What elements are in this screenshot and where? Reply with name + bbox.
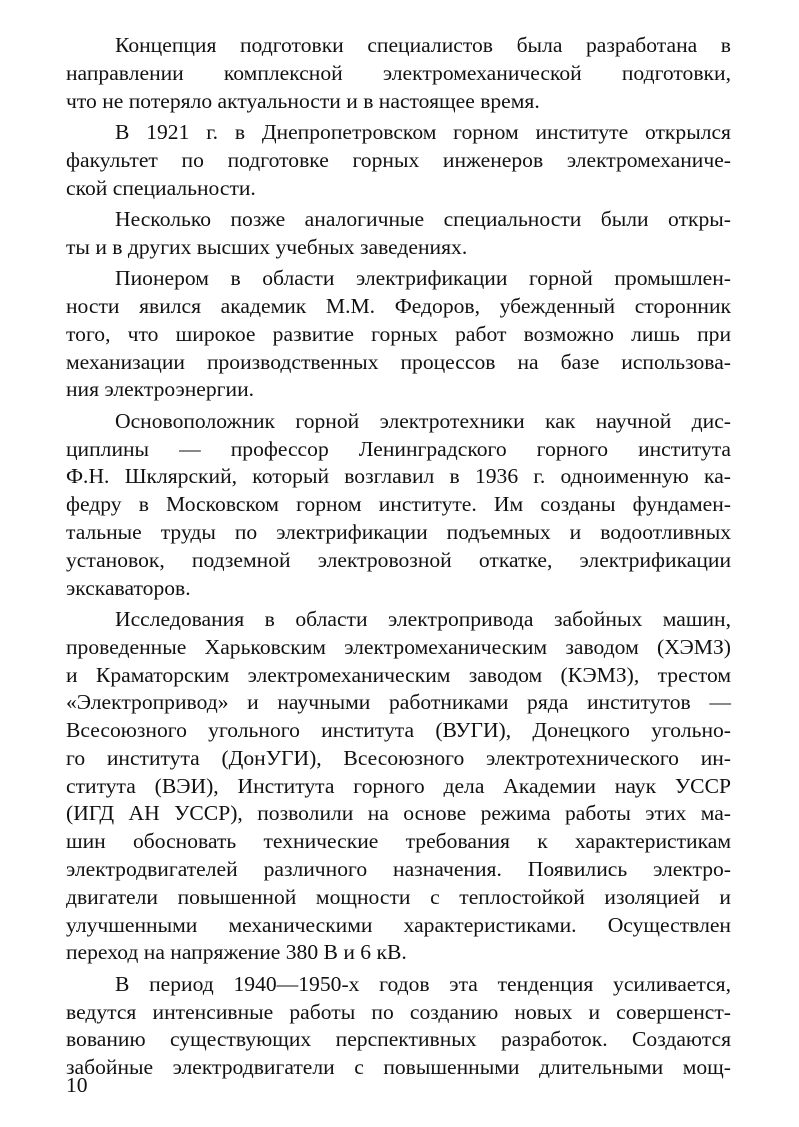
text-line: го института (ДонУГИ), Всесоюзного электротехнического ин- [66, 745, 731, 770]
text-line: Концепция подготовки специалистов была разработана в [115, 33, 731, 57]
text-line: электродвигателей различного назначения. Появились электро- [66, 857, 731, 882]
text-line: того, что широкое развитие горных работ возможно лишь при [66, 321, 731, 346]
text-line: двигатели повышенной мощности с теплостойкой изоляцией и [66, 884, 731, 909]
text-line: улучшенными механическими характеристиками. Осуществлен [66, 912, 731, 937]
text-line: В период 1940—1950-х годов эта тенденция усиливается, [115, 971, 731, 996]
text-line: циплины — профессор Ленинградского горного института [66, 436, 731, 461]
text-line: Всесоюзного угольного института (ВУГИ), Донецкого угольно- [66, 718, 731, 743]
paragraph [66, 265, 731, 404]
text-line: Исследования в области электропривода забойных машин, [115, 606, 731, 631]
text-line: направлении комплексной электромеханической подготовки, [66, 60, 731, 85]
text-line: ности явился академик М.М. Федоров, убежденный сторонник [66, 293, 731, 318]
text-line: ской специальности. [66, 175, 256, 200]
text-line: ведутся интенсивные работы по созданию новых и совершенст- [66, 999, 731, 1024]
text-line: тальные труды по электрификации подъемных и водоотливных [66, 519, 731, 544]
text-line: механизации производственных процессов на базе использова- [66, 349, 731, 374]
text-line: (ИГД АН УССР), позволили на основе режима работы этих ма- [66, 801, 731, 826]
paragraph [66, 971, 731, 1082]
text-line: Пионером в области электрификации горной промышлен- [115, 266, 731, 291]
text-line: вованию существующих перспективных разработок. Создаются [66, 1027, 731, 1052]
paragraph [66, 206, 731, 262]
text-line: что не потеряло актуальности и в настоящее время. [66, 88, 540, 113]
text-line: переход на напряжение 380 В и 6 кВ. [66, 940, 407, 965]
text-line: экскаваторов. [66, 575, 191, 600]
paragraph [66, 119, 731, 202]
text-line: факультет по подготовке горных инженеров электромеханиче- [66, 147, 731, 172]
text-line: Основоположник горной электротехники как научной дис- [115, 408, 731, 433]
text-line: ния электроэнергии. [66, 377, 255, 402]
text-line: Несколько позже аналогичные специальности были откры- [115, 206, 731, 231]
text-line: федру в Московском горном институте. Им созданы фундамен- [66, 492, 731, 517]
paragraph [66, 606, 731, 967]
text-line: забойные электродвигатели с повышенными длительными мощ- [66, 1055, 731, 1080]
text-line: шин обосновать технические требования к характеристикам [66, 829, 731, 854]
text-line: и Краматорским электромеханическим заводом (КЭМЗ), трестом [66, 662, 731, 687]
body-text [66, 32, 731, 1086]
text-line: ты и в других высших учебных заведениях. [66, 234, 468, 259]
page-number: 10 [66, 1073, 88, 1097]
text-line: ститута (ВЭИ), Института горного дела Академии наук УССР [66, 773, 731, 798]
text-line: установок, подземной электровозной откатке, электрификации [66, 547, 731, 572]
text-line: В 1921 г. в Днепропетровском горном институте открылся [115, 119, 731, 144]
text-line: «Электропривод» и научными работниками ряда институтов — [66, 690, 731, 715]
text-line: проведенные Харьковским электромеханическим заводом (ХЭМЗ) [66, 634, 731, 659]
paragraph [66, 32, 731, 115]
text-line: Ф.Н. Шклярский, который возглавил в 1936 г. одноименную ка- [66, 464, 731, 489]
paragraph [66, 408, 731, 603]
